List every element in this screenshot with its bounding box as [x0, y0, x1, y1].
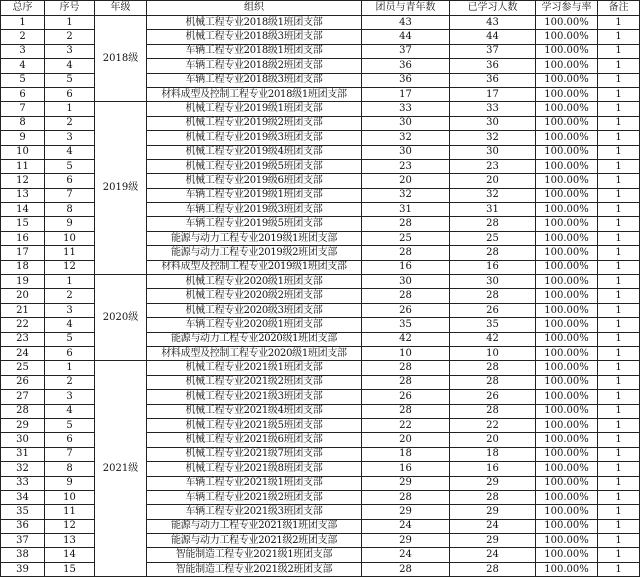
seq-cell: 4 — [45, 404, 95, 418]
remark-cell: 1 — [598, 116, 640, 130]
total-no-cell: 36 — [1, 519, 45, 533]
learned-cell: 35 — [450, 318, 536, 332]
seq-cell: 15 — [45, 562, 95, 576]
total-no-cell: 38 — [1, 548, 45, 562]
members-cell: 35 — [362, 318, 450, 332]
total-no-cell: 37 — [1, 534, 45, 548]
rate-cell: 100.00% — [536, 519, 598, 533]
table-row — [1, 275, 640, 289]
total-no-cell: 34 — [1, 490, 45, 504]
rate-cell: 100.00% — [536, 505, 598, 519]
org-cell: 机械工程专业2021级6班团支部 — [147, 433, 362, 447]
total-no-cell: 21 — [1, 303, 45, 317]
org-cell: 机械工程专业2021级2班团支部 — [147, 375, 362, 389]
members-cell: 20 — [362, 433, 450, 447]
learned-cell: 26 — [450, 390, 536, 404]
seq-cell: 11 — [45, 246, 95, 260]
total-no-cell: 11 — [1, 159, 45, 173]
org-cell: 机械工程专业2021级7班团支部 — [147, 447, 362, 461]
seq-cell: 14 — [45, 548, 95, 562]
org-cell: 车辆工程专业2019级1班团支部 — [147, 188, 362, 202]
org-cell: 机械工程专业2019级5班团支部 — [147, 159, 362, 173]
members-cell: 29 — [362, 534, 450, 548]
members-cell: 33 — [362, 102, 450, 116]
total-no-cell: 12 — [1, 174, 45, 188]
remark-cell: 1 — [598, 44, 640, 58]
total-no-cell: 5 — [1, 73, 45, 87]
remark-cell: 1 — [598, 203, 640, 217]
rate-cell: 100.00% — [536, 131, 598, 145]
members-cell: 30 — [362, 275, 450, 289]
learned-cell: 44 — [450, 30, 536, 44]
seq-cell: 13 — [45, 534, 95, 548]
learned-cell: 20 — [450, 433, 536, 447]
learned-cell: 26 — [450, 303, 536, 317]
members-cell: 25 — [362, 231, 450, 245]
rate-cell: 100.00% — [536, 260, 598, 274]
rate-cell: 100.00% — [536, 159, 598, 173]
seq-cell: 1 — [45, 102, 95, 116]
total-no-cell: 25 — [1, 361, 45, 375]
header-row — [1, 1, 640, 16]
total-no-cell: 15 — [1, 217, 45, 231]
org-cell: 车辆工程专业2021级2班团支部 — [147, 490, 362, 504]
members-cell: 18 — [362, 447, 450, 461]
learned-cell: 28 — [450, 375, 536, 389]
rate-cell: 100.00% — [536, 87, 598, 101]
org-cell: 能源与动力工程专业2020级1班团支部 — [147, 332, 362, 346]
total-no-cell: 35 — [1, 505, 45, 519]
seq-cell: 2 — [45, 289, 95, 303]
learned-cell: 30 — [450, 116, 536, 130]
remark-cell: 1 — [598, 404, 640, 418]
total-no-cell: 1 — [1, 16, 45, 30]
remark-cell: 1 — [598, 534, 640, 548]
members-cell: 28 — [362, 490, 450, 504]
members-cell: 28 — [362, 246, 450, 260]
learned-cell: 24 — [450, 519, 536, 533]
rate-cell: 100.00% — [536, 16, 598, 30]
seq-cell: 12 — [45, 260, 95, 274]
members-cell: 32 — [362, 131, 450, 145]
remark-cell: 1 — [598, 303, 640, 317]
org-cell: 机械工程专业2021级8班团支部 — [147, 462, 362, 476]
learned-cell: 23 — [450, 159, 536, 173]
rate-cell: 100.00% — [536, 174, 598, 188]
total-no-cell: 10 — [1, 145, 45, 159]
members-cell: 24 — [362, 519, 450, 533]
learned-cell: 28 — [450, 490, 536, 504]
total-no-cell: 13 — [1, 188, 45, 202]
rate-cell: 100.00% — [536, 447, 598, 461]
remark-cell: 1 — [598, 231, 640, 245]
remark-cell: 1 — [598, 390, 640, 404]
total-no-cell: 29 — [1, 418, 45, 432]
seq-cell: 1 — [45, 275, 95, 289]
total-no-cell: 19 — [1, 275, 45, 289]
org-cell: 车辆工程专业2019级5班团支部 — [147, 217, 362, 231]
seq-cell: 6 — [45, 87, 95, 101]
rate-cell: 100.00% — [536, 433, 598, 447]
rate-cell: 100.00% — [536, 346, 598, 360]
learned-cell: 31 — [450, 203, 536, 217]
seq-cell: 8 — [45, 203, 95, 217]
org-cell: 能源与动力工程专业2021级2班团支部 — [147, 534, 362, 548]
seq-cell: 2 — [45, 30, 95, 44]
total-no-cell: 30 — [1, 433, 45, 447]
org-cell: 机械工程专业2019级1班团支部 — [147, 102, 362, 116]
members-cell: 10 — [362, 346, 450, 360]
header-rate: 学习参与率 — [536, 1, 598, 16]
learned-cell: 36 — [450, 73, 536, 87]
seq-cell: 2 — [45, 116, 95, 130]
total-no-cell: 16 — [1, 231, 45, 245]
learned-cell: 28 — [450, 217, 536, 231]
seq-cell: 7 — [45, 447, 95, 461]
remark-cell: 1 — [598, 548, 640, 562]
members-cell: 30 — [362, 145, 450, 159]
org-cell: 车辆工程专业2021级3班团支部 — [147, 505, 362, 519]
rate-cell: 100.00% — [536, 289, 598, 303]
learned-cell: 28 — [450, 404, 536, 418]
rate-cell: 100.00% — [536, 404, 598, 418]
total-no-cell: 4 — [1, 59, 45, 73]
learned-cell: 22 — [450, 418, 536, 432]
seq-cell: 3 — [45, 390, 95, 404]
rate-cell: 100.00% — [536, 203, 598, 217]
rate-cell: 100.00% — [536, 59, 598, 73]
org-cell: 车辆工程专业2018级3班团支部 — [147, 73, 362, 87]
rate-cell: 100.00% — [536, 188, 598, 202]
members-cell: 44 — [362, 30, 450, 44]
members-cell: 28 — [362, 562, 450, 576]
org-cell: 车辆工程专业2019级3班团支部 — [147, 203, 362, 217]
rate-cell: 100.00% — [536, 73, 598, 87]
org-cell: 机械工程专业2019级2班团支部 — [147, 116, 362, 130]
org-cell: 机械工程专业2020级1班团支部 — [147, 275, 362, 289]
total-no-cell: 6 — [1, 87, 45, 101]
remark-cell: 1 — [598, 275, 640, 289]
org-cell: 机械工程专业2018级3班团支部 — [147, 30, 362, 44]
remark-cell: 1 — [598, 102, 640, 116]
rate-cell: 100.00% — [536, 490, 598, 504]
org-cell: 车辆工程专业2018级1班团支部 — [147, 44, 362, 58]
learned-cell: 16 — [450, 462, 536, 476]
org-cell: 材料成型及控制工程专业2018级1班团支部 — [147, 87, 362, 101]
learned-cell: 28 — [450, 361, 536, 375]
rate-cell: 100.00% — [536, 217, 598, 231]
remark-cell: 1 — [598, 361, 640, 375]
learned-cell: 28 — [450, 562, 536, 576]
members-cell: 37 — [362, 44, 450, 58]
seq-cell: 3 — [45, 44, 95, 58]
org-cell: 能源与动力工程专业2021级1班团支部 — [147, 519, 362, 533]
remark-cell: 1 — [598, 476, 640, 490]
remark-cell: 1 — [598, 418, 640, 432]
seq-cell: 4 — [45, 59, 95, 73]
members-cell: 29 — [362, 505, 450, 519]
total-no-cell: 23 — [1, 332, 45, 346]
learned-cell: 37 — [450, 44, 536, 58]
seq-cell: 11 — [45, 505, 95, 519]
learned-cell: 28 — [450, 289, 536, 303]
members-cell: 23 — [362, 159, 450, 173]
seq-cell: 8 — [45, 462, 95, 476]
remark-cell: 1 — [598, 87, 640, 101]
rate-cell: 100.00% — [536, 548, 598, 562]
remark-cell: 1 — [598, 462, 640, 476]
rate-cell: 100.00% — [536, 303, 598, 317]
total-no-cell: 27 — [1, 390, 45, 404]
org-cell: 机械工程专业2021级1班团支部 — [147, 361, 362, 375]
total-no-cell: 20 — [1, 289, 45, 303]
grade-cell: 2019级 — [95, 102, 147, 275]
total-no-cell: 7 — [1, 102, 45, 116]
remark-cell: 1 — [598, 174, 640, 188]
members-cell: 26 — [362, 390, 450, 404]
total-no-cell: 28 — [1, 404, 45, 418]
remark-cell: 1 — [598, 260, 640, 274]
learned-cell: 18 — [450, 447, 536, 461]
members-cell: 28 — [362, 404, 450, 418]
seq-cell: 3 — [45, 131, 95, 145]
grade-cell: 2021级 — [95, 361, 147, 577]
total-no-cell: 24 — [1, 346, 45, 360]
header-total-no: 总序 — [1, 1, 45, 16]
org-cell: 机械工程专业2019级6班团支部 — [147, 174, 362, 188]
seq-cell: 3 — [45, 303, 95, 317]
learned-cell: 29 — [450, 534, 536, 548]
org-cell: 材料成型及控制工程专业2020级1班团支部 — [147, 346, 362, 360]
seq-cell: 2 — [45, 375, 95, 389]
rate-cell: 100.00% — [536, 390, 598, 404]
members-cell: 29 — [362, 476, 450, 490]
remark-cell: 1 — [598, 131, 640, 145]
remark-cell: 1 — [598, 16, 640, 30]
rate-cell: 100.00% — [536, 332, 598, 346]
table-row — [1, 16, 640, 30]
learned-cell: 24 — [450, 548, 536, 562]
total-no-cell: 3 — [1, 44, 45, 58]
remark-cell: 1 — [598, 217, 640, 231]
grade-cell: 2018级 — [95, 16, 147, 102]
rate-cell: 100.00% — [536, 318, 598, 332]
org-cell: 机械工程专业2018级1班团支部 — [147, 16, 362, 30]
seq-cell: 12 — [45, 519, 95, 533]
rate-cell: 100.00% — [536, 418, 598, 432]
org-cell: 机械工程专业2019级3班团支部 — [147, 131, 362, 145]
remark-cell: 1 — [598, 159, 640, 173]
org-cell: 机械工程专业2021级4班团支部 — [147, 404, 362, 418]
org-cell: 智能制造工程专业2021级2班团支部 — [147, 562, 362, 576]
learned-cell: 20 — [450, 174, 536, 188]
remark-cell: 1 — [598, 188, 640, 202]
total-no-cell: 39 — [1, 562, 45, 576]
members-cell: 28 — [362, 361, 450, 375]
seq-cell: 4 — [45, 145, 95, 159]
total-no-cell: 9 — [1, 131, 45, 145]
rate-cell: 100.00% — [536, 44, 598, 58]
rate-cell: 100.00% — [536, 534, 598, 548]
seq-cell: 6 — [45, 346, 95, 360]
learned-cell: 30 — [450, 145, 536, 159]
remark-cell: 1 — [598, 318, 640, 332]
grade-cell: 2020级 — [95, 275, 147, 361]
remark-cell: 1 — [598, 433, 640, 447]
total-no-cell: 33 — [1, 476, 45, 490]
seq-cell: 7 — [45, 188, 95, 202]
org-cell: 车辆工程专业2020级1班团支部 — [147, 318, 362, 332]
seq-cell: 1 — [45, 16, 95, 30]
learned-cell: 29 — [450, 476, 536, 490]
learned-cell: 42 — [450, 332, 536, 346]
remark-cell: 1 — [598, 30, 640, 44]
members-cell: 31 — [362, 203, 450, 217]
rate-cell: 100.00% — [536, 30, 598, 44]
rate-cell: 100.00% — [536, 116, 598, 130]
learned-cell: 25 — [450, 231, 536, 245]
remark-cell: 1 — [598, 332, 640, 346]
total-no-cell: 14 — [1, 203, 45, 217]
header-learned: 已学习人数 — [450, 1, 536, 16]
remark-cell: 1 — [598, 346, 640, 360]
rate-cell: 100.00% — [536, 562, 598, 576]
total-no-cell: 26 — [1, 375, 45, 389]
seq-cell: 6 — [45, 174, 95, 188]
members-cell: 28 — [362, 289, 450, 303]
rate-cell: 100.00% — [536, 361, 598, 375]
members-cell: 20 — [362, 174, 450, 188]
seq-cell: 10 — [45, 490, 95, 504]
remark-cell: 1 — [598, 73, 640, 87]
org-cell: 机械工程专业2021级5班团支部 — [147, 418, 362, 432]
seq-cell: 10 — [45, 231, 95, 245]
rate-cell: 100.00% — [536, 246, 598, 260]
org-cell: 能源与动力工程专业2019级2班团支部 — [147, 246, 362, 260]
org-cell: 机械工程专业2020级2班团支部 — [147, 289, 362, 303]
total-no-cell: 17 — [1, 246, 45, 260]
org-cell: 机械工程专业2020级3班团支部 — [147, 303, 362, 317]
learned-cell: 29 — [450, 505, 536, 519]
rate-cell: 100.00% — [536, 275, 598, 289]
remark-cell: 1 — [598, 246, 640, 260]
org-cell: 机械工程专业2021级3班团支部 — [147, 390, 362, 404]
members-cell: 32 — [362, 188, 450, 202]
seq-cell: 5 — [45, 73, 95, 87]
header-grade: 年级 — [95, 1, 147, 16]
members-cell: 28 — [362, 375, 450, 389]
seq-cell: 5 — [45, 159, 95, 173]
rate-cell: 100.00% — [536, 145, 598, 159]
rate-cell: 100.00% — [536, 375, 598, 389]
learned-cell: 10 — [450, 346, 536, 360]
rate-cell: 100.00% — [536, 462, 598, 476]
remark-cell: 1 — [598, 289, 640, 303]
members-cell: 30 — [362, 116, 450, 130]
seq-cell: 9 — [45, 217, 95, 231]
rate-cell: 100.00% — [536, 102, 598, 116]
rate-cell: 100.00% — [536, 231, 598, 245]
seq-cell: 1 — [45, 361, 95, 375]
remark-cell: 1 — [598, 562, 640, 576]
learned-cell: 36 — [450, 59, 536, 73]
org-cell: 车辆工程专业2021级1班团支部 — [147, 476, 362, 490]
remark-cell: 1 — [598, 145, 640, 159]
seq-cell: 5 — [45, 332, 95, 346]
learned-cell: 30 — [450, 275, 536, 289]
learned-cell: 33 — [450, 102, 536, 116]
org-cell: 机械工程专业2019级4班团支部 — [147, 145, 362, 159]
members-cell: 16 — [362, 260, 450, 274]
total-no-cell: 18 — [1, 260, 45, 274]
seq-cell: 6 — [45, 433, 95, 447]
header-seq: 序号 — [45, 1, 95, 16]
table-row — [1, 102, 640, 116]
header-remark: 备注 — [598, 1, 640, 16]
org-cell: 能源与动力工程专业2019级1班团支部 — [147, 231, 362, 245]
seq-cell: 9 — [45, 476, 95, 490]
members-cell: 17 — [362, 87, 450, 101]
members-cell: 42 — [362, 332, 450, 346]
remark-cell: 1 — [598, 505, 640, 519]
members-cell: 24 — [362, 548, 450, 562]
total-no-cell: 8 — [1, 116, 45, 130]
learned-cell: 17 — [450, 87, 536, 101]
total-no-cell: 2 — [1, 30, 45, 44]
learned-cell: 43 — [450, 16, 536, 30]
total-no-cell: 22 — [1, 318, 45, 332]
members-cell: 26 — [362, 303, 450, 317]
members-cell: 43 — [362, 16, 450, 30]
header-members: 团员与青年数 — [362, 1, 450, 16]
header-org: 组织 — [147, 1, 362, 16]
table-row — [1, 361, 640, 375]
seq-cell: 4 — [45, 318, 95, 332]
remark-cell: 1 — [598, 519, 640, 533]
members-cell: 16 — [362, 462, 450, 476]
org-cell: 车辆工程专业2018级2班团支部 — [147, 59, 362, 73]
members-cell: 22 — [362, 418, 450, 432]
total-no-cell: 31 — [1, 447, 45, 461]
rate-cell: 100.00% — [536, 476, 598, 490]
total-no-cell: 32 — [1, 462, 45, 476]
org-cell: 材料成型及控制工程专业2019级1班团支部 — [147, 260, 362, 274]
remark-cell: 1 — [598, 490, 640, 504]
learned-cell: 28 — [450, 246, 536, 260]
seq-cell: 5 — [45, 418, 95, 432]
members-cell: 36 — [362, 73, 450, 87]
org-cell: 智能制造工程专业2021级1班团支部 — [147, 548, 362, 562]
remark-cell: 1 — [598, 375, 640, 389]
learned-cell: 16 — [450, 260, 536, 274]
learned-cell: 32 — [450, 188, 536, 202]
learned-cell: 32 — [450, 131, 536, 145]
remark-cell: 1 — [598, 447, 640, 461]
remark-cell: 1 — [598, 59, 640, 73]
members-cell: 28 — [362, 217, 450, 231]
members-cell: 36 — [362, 59, 450, 73]
